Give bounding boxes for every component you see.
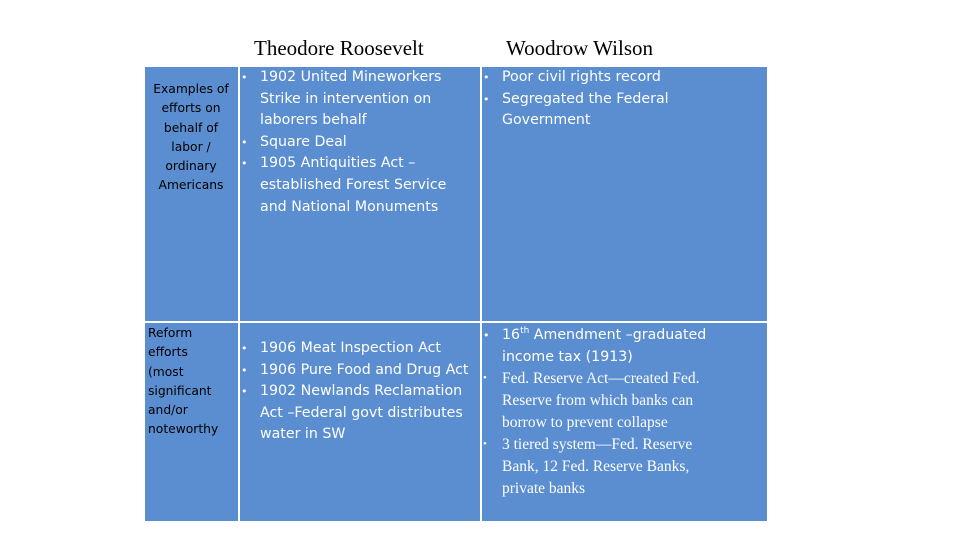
list-item bbox=[483, 368, 700, 434]
list-item-text: 3 tiered system—Fed. Reserve Bank, 12 Fed. Reserve Banks, private banks bbox=[502, 435, 693, 497]
list-item bbox=[241, 153, 446, 218]
row2-wilson-list bbox=[483, 368, 700, 499]
list-item-text: 1902 Newlands Reclamation Act –Federal govt distributes water in SW bbox=[260, 383, 463, 443]
bullet-icon: • bbox=[241, 342, 248, 355]
list-item-text: 1906 Pure Food and Drug Act bbox=[260, 361, 469, 378]
bullet-icon: • bbox=[241, 363, 248, 377]
list-item bbox=[241, 67, 446, 132]
row1-roosevelt-list bbox=[241, 67, 446, 218]
row2-label: Reform efforts (most significant and/or noteworthy bbox=[148, 326, 219, 437]
bullet-icon: • bbox=[483, 71, 490, 84]
bullet-icon: • bbox=[241, 385, 248, 399]
list-item-text: 1905 Antiquities Act – established Forest Service and National Monuments bbox=[260, 155, 447, 215]
list-item bbox=[241, 381, 469, 446]
list-item-text: Poor civil rights record bbox=[502, 69, 661, 85]
list-item-text: Segregated the Federal Government bbox=[502, 90, 669, 129]
bullet-icon: • bbox=[241, 135, 248, 149]
column-header-roosevelt: Theodore Roosevelt bbox=[254, 36, 424, 60]
bullet-icon: • bbox=[241, 157, 248, 171]
list-item bbox=[483, 325, 706, 368]
row2-roosevelt-list bbox=[241, 338, 469, 446]
list-item-text: Fed. Reserve Act—created Fed. Reserve from which banks can borrow to prevent collapse bbox=[502, 370, 700, 431]
row1-label: Examples of efforts on behalf of labor / ordinary Americans bbox=[153, 82, 229, 193]
bullet-icon: • bbox=[241, 71, 248, 84]
list-item bbox=[241, 132, 446, 154]
bullet-icon: • bbox=[483, 437, 487, 450]
list-item-text: 1902 United Mineworkers Strike in intervention on laborers behalf bbox=[260, 69, 442, 129]
list-item-text: Amendment –graduated income tax (1913) bbox=[502, 327, 707, 365]
bullet-icon: • bbox=[483, 329, 490, 342]
list-item bbox=[241, 338, 469, 360]
bullet-icon: • bbox=[483, 372, 487, 384]
list-item-text: Square Deal bbox=[260, 133, 347, 150]
list-item bbox=[483, 434, 700, 500]
list-item bbox=[483, 89, 669, 132]
amendment-number: 16 bbox=[502, 327, 521, 343]
row2-wilson-amendment-list bbox=[483, 325, 706, 368]
list-item bbox=[241, 360, 469, 382]
row1-wilson-list bbox=[483, 67, 669, 132]
ordinal-suffix: th bbox=[520, 326, 530, 336]
list-item-text: 1906 Meat Inspection Act bbox=[260, 340, 441, 356]
column-header-wilson: Woodrow Wilson bbox=[506, 36, 653, 60]
bullet-icon: • bbox=[483, 92, 490, 106]
list-item bbox=[483, 67, 669, 89]
